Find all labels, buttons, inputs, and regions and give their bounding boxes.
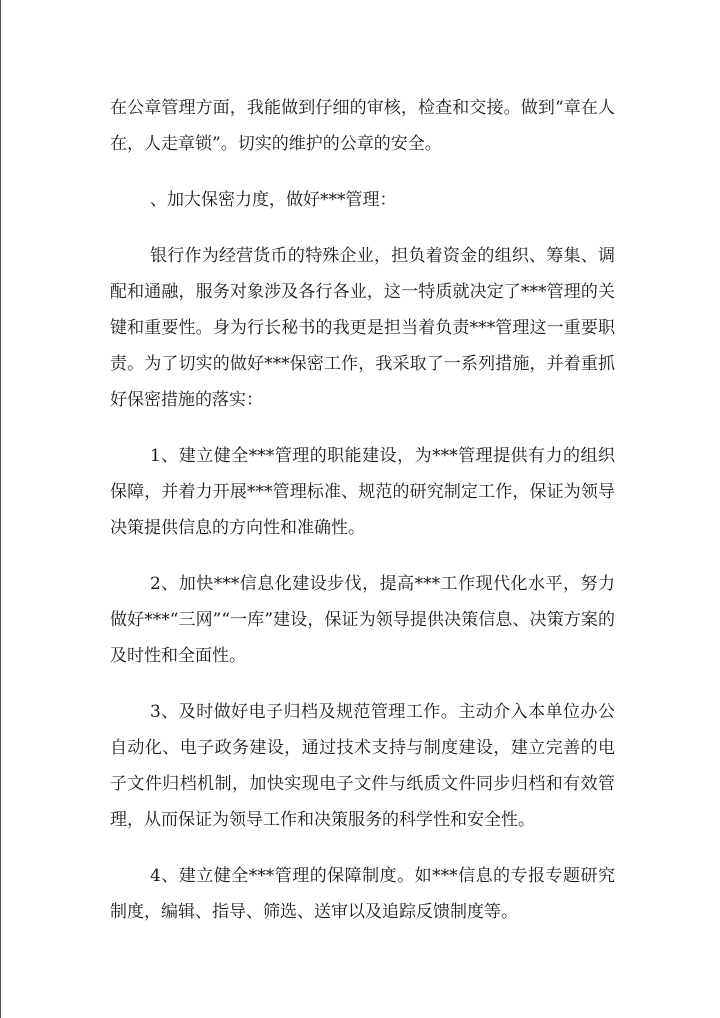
paragraph-bank-confidentiality: 银行作为经营货币的特殊企业，担负着资金的组织、筹集、调配和通融，服务对象涉及各行各业，这一特质就决定了***管理的关键和重要性。身为行长秘书的我更是担当着负责***管理这一重要职责。为了切实的做好***保密工作，我采取了一系列措施，并着重抓好保密措施的落实： [110, 246, 615, 410]
paragraph-seal-management: 在公章管理方面，我能做到仔细的审核，检查和交接。做到“章在人在，人走章锁”。切实的维护的公章的安全。 [110, 98, 615, 154]
section-heading-confidentiality: 、加大保密力度，做好***管理： [150, 190, 397, 210]
list-item-2: 2、加快***信息化建设步伐，提高***工作现代化水平，努力做好***“三网”“一库”建设，保证为领导提供决策信息、决策方案的及时性和全面性。 [110, 574, 615, 666]
list-item-1: 1、建立健全***管理的职能建设，为***管理提供有力的组织保障，并着力开展***管理标准、规范的研究制定工作，保证为领导决策提供信息的方向性和准确性。 [110, 446, 615, 538]
page-left-border [0, 0, 1, 1018]
document-body [110, 90, 615, 950]
list-item-3: 3、及时做好电子归档及规范管理工作。主动介入本单位办公自动化、电子政务建设，通过技术支持与制度建设，建立完善的电子文件归档机制，加快实现电子文件与纸质文件同步归档和有效管理，从而保证为领导工作和决策服务的科学性和安全性。 [110, 702, 615, 830]
list-item-4: 4、建立健全***管理的保障制度。如***信息的专报专题研究制度，编辑、指导、筛选、送审以及追踪反馈制度等。 [110, 866, 615, 922]
